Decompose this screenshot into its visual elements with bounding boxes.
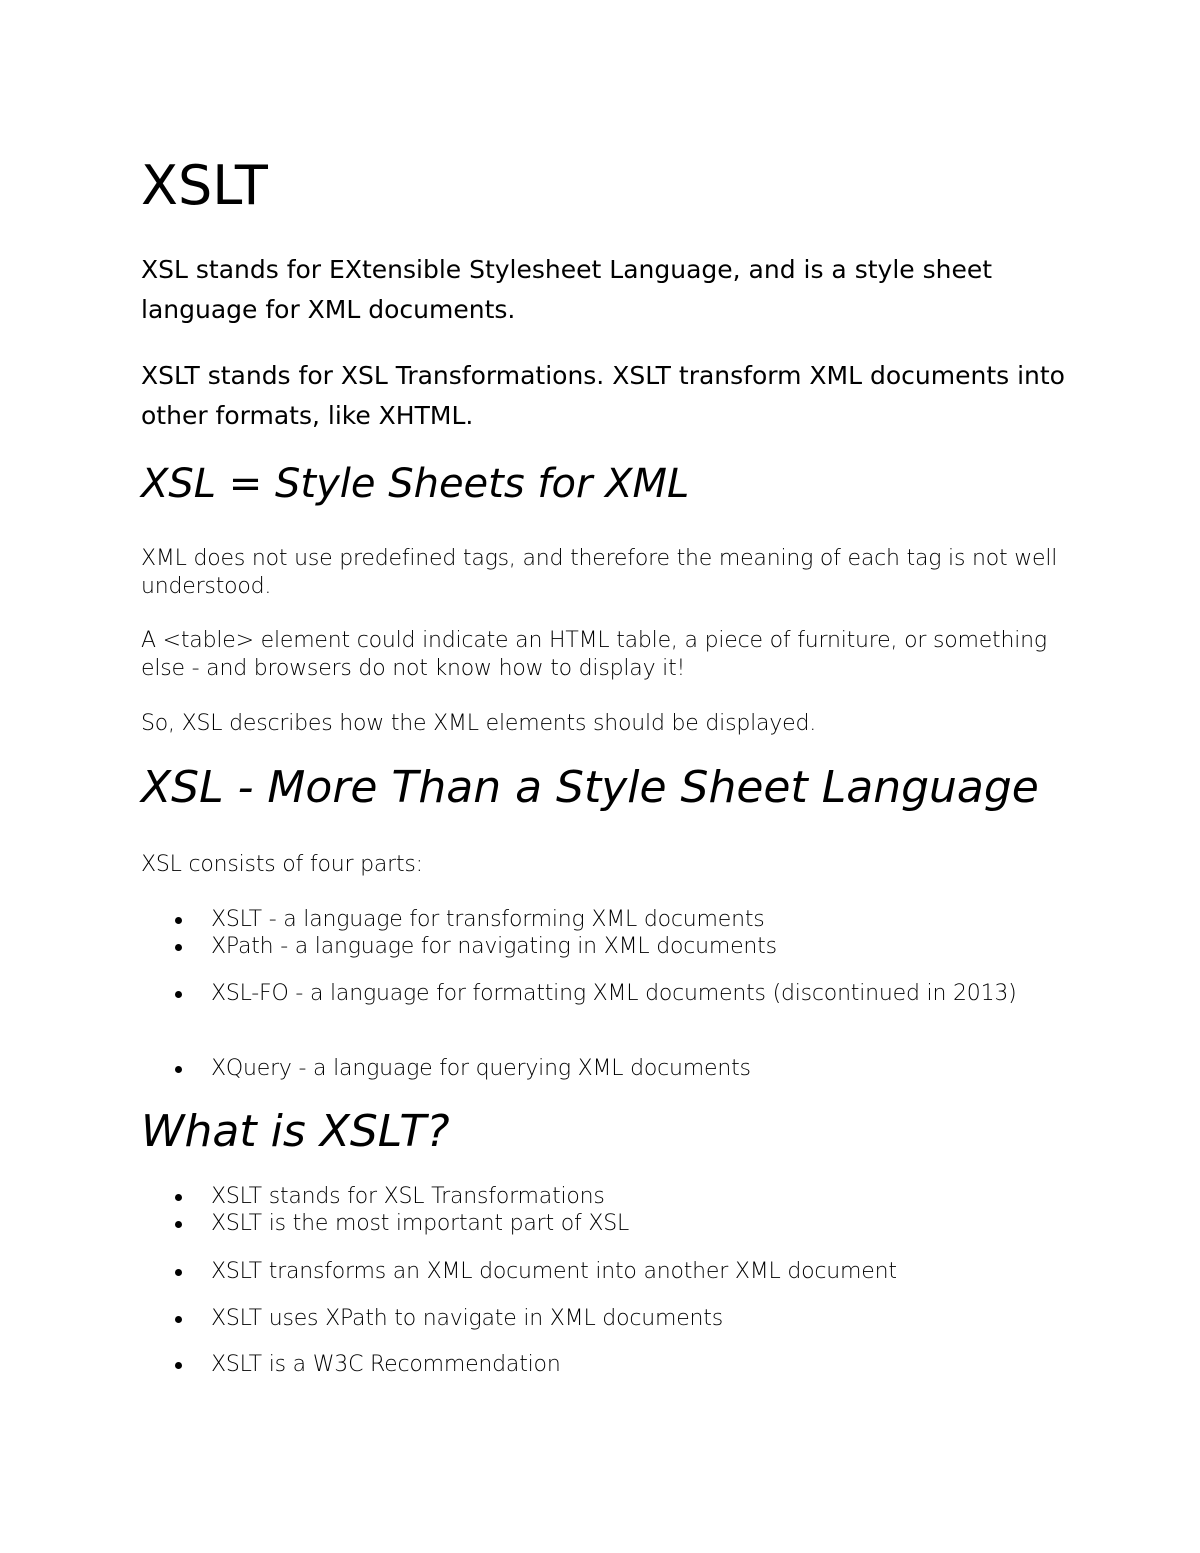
bullet-icon [175,1066,182,1073]
list-item [211,933,1041,961]
list-item-text: XSLT uses XPath to navigate in XML documents [211,1306,723,1331]
section-heading-style-sheets: XSL = Style Sheets for XML [141,461,690,507]
list-item [211,1183,1041,1211]
list-item [211,1305,1041,1333]
list-item-text: XSLT is the most important part of XSL [211,1211,630,1236]
bullet-icon [175,1362,182,1369]
list-item [211,1351,1041,1379]
intro-paragraph-xsl: XSL stands for EXtensible Stylesheet Language, and is a style sheet language for XML documents. [141,255,993,324]
bullet-icon [175,1269,182,1276]
paragraph-four-parts: XSL consists of four parts: [141,852,423,877]
list-item-text: XSLT transforms an XML document into another XML document [211,1259,897,1284]
bullet-icon [175,944,182,951]
list-item [211,1055,1041,1083]
list-item-text: XSL-FO - a language for formatting XML documents (discontinued in 2013) [211,981,1017,1006]
list-item-text: XSLT stands for XSL Transformations [211,1184,605,1209]
paragraph-xsl-describes: So, XSL describes how the XML elements should be displayed. [141,711,817,736]
list-item-text: XSLT - a language for transforming XML documents [211,907,765,932]
section-heading-what-is-xslt: What is XSLT? [141,1106,450,1157]
section-heading-more-than-style-sheet: XSL - More Than a Style Sheet Language [141,762,1039,813]
paragraph-table-element: A <table> element could indicate an HTML table, a piece of furniture, or something else - and browsers do not know how to display it! [141,628,1047,681]
bullet-icon [175,1221,182,1228]
paragraph-predefined-tags: XML does not use predefined tags, and therefore the meaning of each tag is not well understood. [141,546,1058,599]
bullet-icon [175,917,182,924]
list-item-text: XPath - a language for navigating in XML documents [211,934,777,959]
bullet-icon [175,991,182,998]
list-item [211,1258,1041,1286]
list-item-text: XQuery - a language for querying XML documents [211,1056,751,1081]
list-item [211,1210,1041,1238]
document-title: XSLT [141,154,268,217]
bullet-icon [175,1194,182,1201]
bullet-icon [175,1316,182,1323]
list-item [211,906,1041,934]
intro-paragraph-xslt: XSLT stands for XSL Transformations. XSLT transform XML documents into other formats, like XHTML. [141,361,1065,430]
list-item-text: XSLT is a W3C Recommendation [211,1352,561,1377]
list-item [211,980,1041,1008]
